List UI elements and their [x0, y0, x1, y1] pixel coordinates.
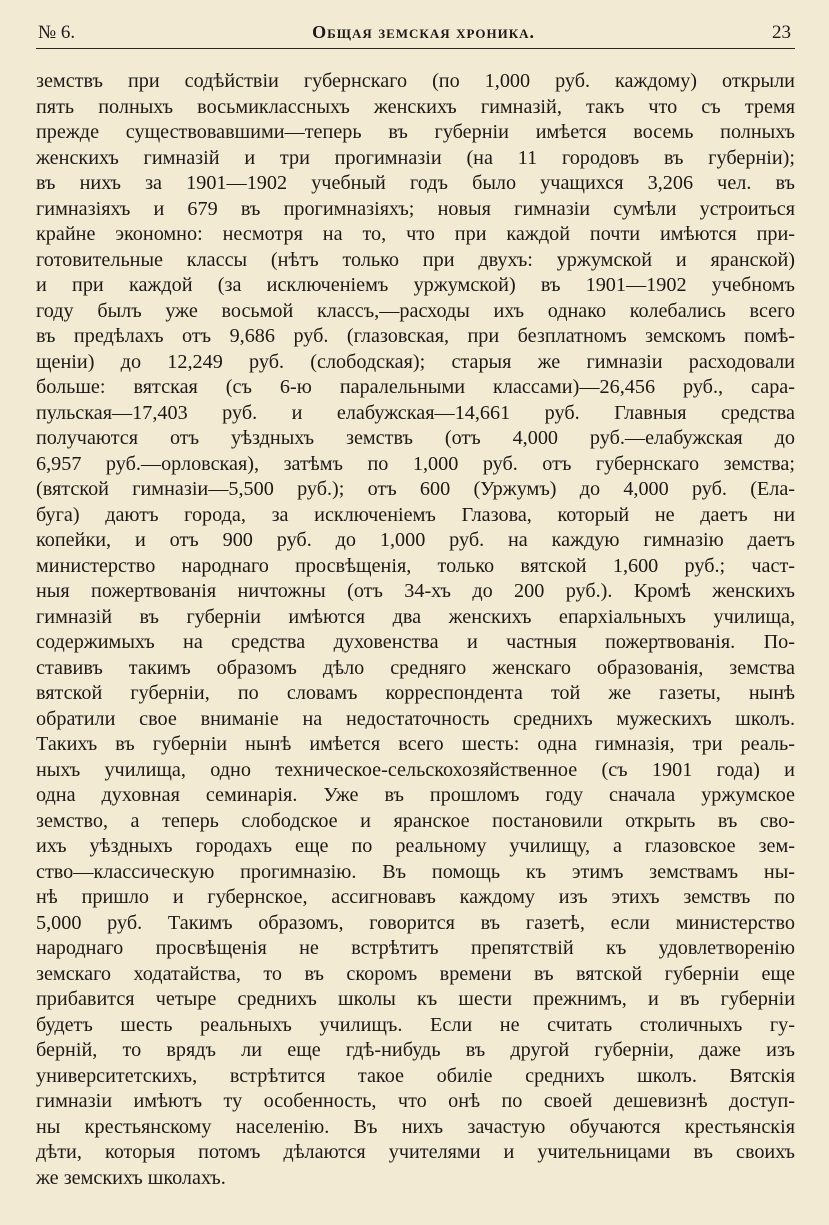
- text-line: (вятской гимназіи—5,500 руб.); отъ 600 (Уржумъ) до 4,000 руб. (Ела-: [36, 478, 795, 500]
- text-line: пульская—17,403 руб. и елабужская—14,661 руб. Главныя средства: [36, 401, 795, 424]
- text-line: крайне экономно: несмотря на то, что при каждой почти имѣются при-: [36, 223, 795, 245]
- text-line: вятской губерніи, по словамъ корреспондента той же газеты, нынѣ: [36, 682, 795, 704]
- text-line: обратили свое вниманіе на недостаточность среднихъ мужескихъ школъ.: [36, 707, 795, 730]
- text-line: щеніи) до 12,249 руб. (слободская); старыя же гимназіи расходовали: [36, 350, 795, 373]
- text-line: будетъ шесть реальныхъ училищъ. Если не считать столичныхъ гу-: [36, 1013, 795, 1036]
- text-line: министерство народнаго просвѣщенія, только вятской 1,600 руб.; част-: [36, 554, 795, 577]
- text-line: 5,000 руб. Такимъ образомъ, говорится въ газетѣ, если министерство: [36, 911, 795, 934]
- text-line: ство—классическую прогимназію. Въ помощь къ этимъ земствамъ ны-: [36, 860, 795, 883]
- text-line: Такихъ въ губерніи нынѣ имѣется всего шесть: одна гимназія, три реаль-: [36, 733, 795, 755]
- text-line: въ предѣлахъ отъ 9,686 руб. (глазовская, при безплатномъ земскомъ помѣ-: [36, 325, 795, 347]
- issue-number: № 6.: [38, 22, 76, 43]
- page-header: [36, 20, 795, 45]
- header-rule: [36, 48, 795, 49]
- text-line: ныя пожертвованія ничтожны (отъ 34-хъ до 200 руб.). Кромѣ женскихъ: [36, 580, 795, 602]
- text-line: гимназіяхъ и 679 въ прогимназіяхъ; новыя гимназіи сумѣли устроиться: [36, 197, 795, 220]
- text-line: прибавится четыре среднихъ школы къ шести прежнимъ, и въ губерніи: [36, 988, 795, 1010]
- text-line: дѣти, которыя потомъ дѣлаются учителями и учительницами въ своихъ: [36, 1141, 795, 1163]
- text-line: больше: вятская (съ 6-ю паралельными классами)—26,456 руб., сара-: [36, 376, 795, 398]
- text-line: 6,957 руб.—орловская), затѣмъ по 1,000 руб. отъ губернскаго земства;: [36, 452, 795, 475]
- text-line: готовительные классы (нѣтъ только при двухъ: уржумской и яранской): [36, 248, 795, 271]
- text-line: земствъ при содѣйствіи губернскаго (по 1,000 руб. каждому) открыли: [36, 70, 795, 92]
- text-line: году былъ уже восьмой классъ,—расходы ихъ однако колебались всего: [36, 299, 795, 322]
- text-line: гимназій въ губерніи имѣются два женскихъ епархіальныхъ училища,: [36, 605, 795, 628]
- section-title: Общая земская хроника.: [312, 22, 536, 42]
- text-line: въ нихъ за 1901—1902 учебный годъ было учащихся 3,206 чел. въ: [36, 172, 795, 194]
- article-body: [36, 69, 795, 1191]
- page-number: 23: [772, 22, 791, 43]
- text-line: берній, то врядъ ли еще гдѣ-нибудь въ другой губерніи, даже изъ: [36, 1039, 795, 1061]
- text-line: и при каждой (за исключеніемъ уржумской) въ 1901—1902 учебномъ: [36, 274, 795, 296]
- text-line: пять полныхъ восьмиклассныхъ женскихъ гимназій, такъ что съ тремя: [36, 95, 795, 118]
- text-line: одна духовная семинарія. Уже въ прошломъ году сначала уржумское: [36, 784, 795, 806]
- text-line: ныхъ училища, одно техническое-сельскохозяйственное (съ 1901 года) и: [36, 758, 795, 781]
- text-line: нѣ пришло и губернское, ассигновавъ каждому изъ этихъ земствъ по: [36, 886, 795, 908]
- text-line: земскаго ходатайства, то въ скоромъ времени въ вятской губерніи еще: [36, 962, 795, 985]
- text-line: же земскихъ школахъ.: [36, 1166, 226, 1189]
- text-line: ставивъ такимъ образомъ дѣло средняго женскаго образованія, земства: [36, 656, 795, 679]
- text-line: ны крестьянскому населенію. Въ нихъ зачастую обучаются крестьянскія: [36, 1115, 795, 1138]
- text-line: буга) даютъ города, за исключеніемъ Глазова, который не даетъ ни: [36, 503, 795, 526]
- text-line: женскихъ гимназій и три прогимназіи (на 11 городовъ въ губерніи);: [36, 146, 795, 169]
- text-line: содержимыхъ на средства духовенства и частныя пожертвованія. По-: [36, 631, 795, 653]
- text-line: ихъ уѣздныхъ городахъ еще по реальному училищу, а глазовское зем-: [36, 835, 795, 857]
- text-line: получаются отъ уѣздныхъ земствъ (отъ 4,000 руб.—елабужская до: [36, 427, 795, 449]
- text-line: прежде существовавшими—теперь въ губерніи имѣется восемь полныхъ: [36, 121, 795, 143]
- text-line: копейки, и отъ 900 руб. до 1,000 руб. на каждую гимназію даетъ: [36, 529, 795, 551]
- text-line: университетскихъ, встрѣтится такое обиліе среднихъ школъ. Вятскія: [36, 1064, 795, 1087]
- text-line: народнаго просвѣщенія не встрѣтитъ препятствій къ удовлетворенію: [36, 937, 795, 959]
- text-line: земство, а теперь слободское и яранское постановили открыть въ сво-: [36, 809, 795, 832]
- text-line: гимназіи имѣютъ ту особенность, что онѣ по своей дешевизнѣ доступ-: [36, 1090, 795, 1112]
